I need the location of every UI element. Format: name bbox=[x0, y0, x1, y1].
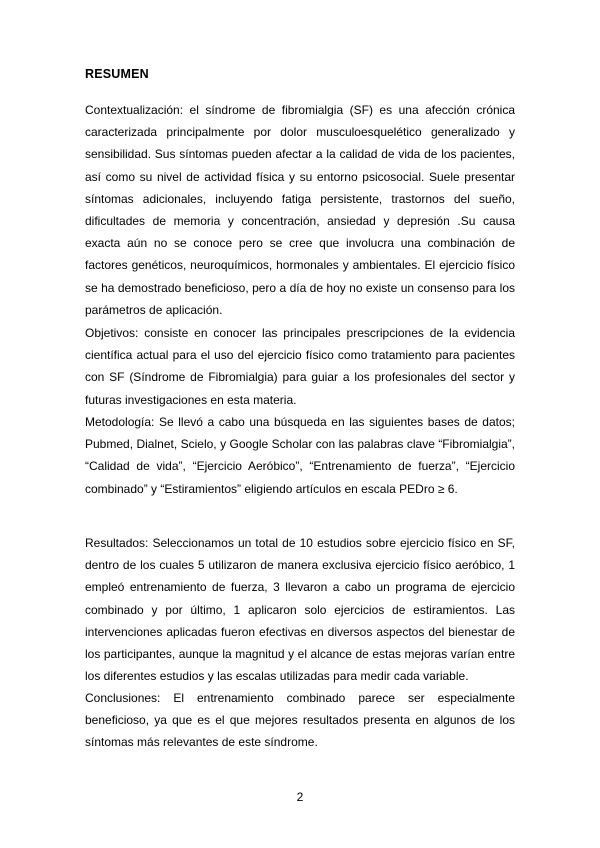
paragraph-conclusiones: Conclusiones: El entrenamiento combinado parece ser especialmente beneficioso, ya que es el que mejores resultados presenta en algunos de los síntomas más relevantes de este síndrome. bbox=[85, 691, 515, 750]
paragraph-contextualizacion: Contextualización: el síndrome de fibromialgia (SF) es una afección crónica caracterizada principalmente por dolor musculoesquelético generalizado y sensibilidad. Sus síntomas pueden afectar a la calidad de vida de los pacientes, así como su nivel de actividad física y su entorno psicosocial. Suele presentar síntomas adicionales, incluyendo fatiga persistente, trastornos del sueño, dificultades de memoria y concentración, ansiedad y depresión .Su causa exacta aún no se conoce pero se cree que involucra una combinación de factores genéticos, neuroquímicos, hormonales y ambientales. El ejercicio físico se ha demostrado beneficioso, pero a día de hoy no existe un consenso para los parámetros de aplicación. bbox=[85, 103, 515, 317]
page-number: 2 bbox=[296, 790, 304, 804]
paragraph-metodologia: Metodología: Se llevó a cabo una búsqueda en las siguientes bases de datos; Pubmed, Dialnet, Scielo, y Google Scholar con las palabras clave “Fibromialgia”, “Calidad de vida”, “Ejercicio Aeróbico”, “Entrenamiento de fuerza”, “Ejercicio combinado” y “Estiramientos” eligiendo artículos en escala PEDro ≥ 6. bbox=[85, 415, 515, 496]
paragraph-resultados: Resultados: Seleccionamos un total de 10 estudios sobre ejercicio físico en SF, dentro de los cuales 5 utilizaron de manera exclusiva ejercicio físico aeróbico, 1 empleó entrenamiento de fuerza, 3 llevaron a cabo un programa de ejercicio combinado y por último, 1 aplicaron solo ejercicios de estiramientos. Las intervenciones aplicadas fueron efectivas en diversos aspectos del bienestar de los participantes, aunque la magnitud y el alcance de estas mejoras varían entre los diferentes estudios y las escalas utilizadas para medir cada variable. bbox=[85, 536, 515, 684]
section-heading: RESUMEN bbox=[85, 67, 149, 81]
paragraph-objetivos: Objetivos: consiste en conocer las principales prescripciones de la evidencia científica actual para el uso del ejercicio físico como tratamiento para pacientes con SF (Síndrome de Fibromialgia) para guiar a los profesionales del sector y futuras investigaciones en esta materia. bbox=[85, 326, 515, 407]
